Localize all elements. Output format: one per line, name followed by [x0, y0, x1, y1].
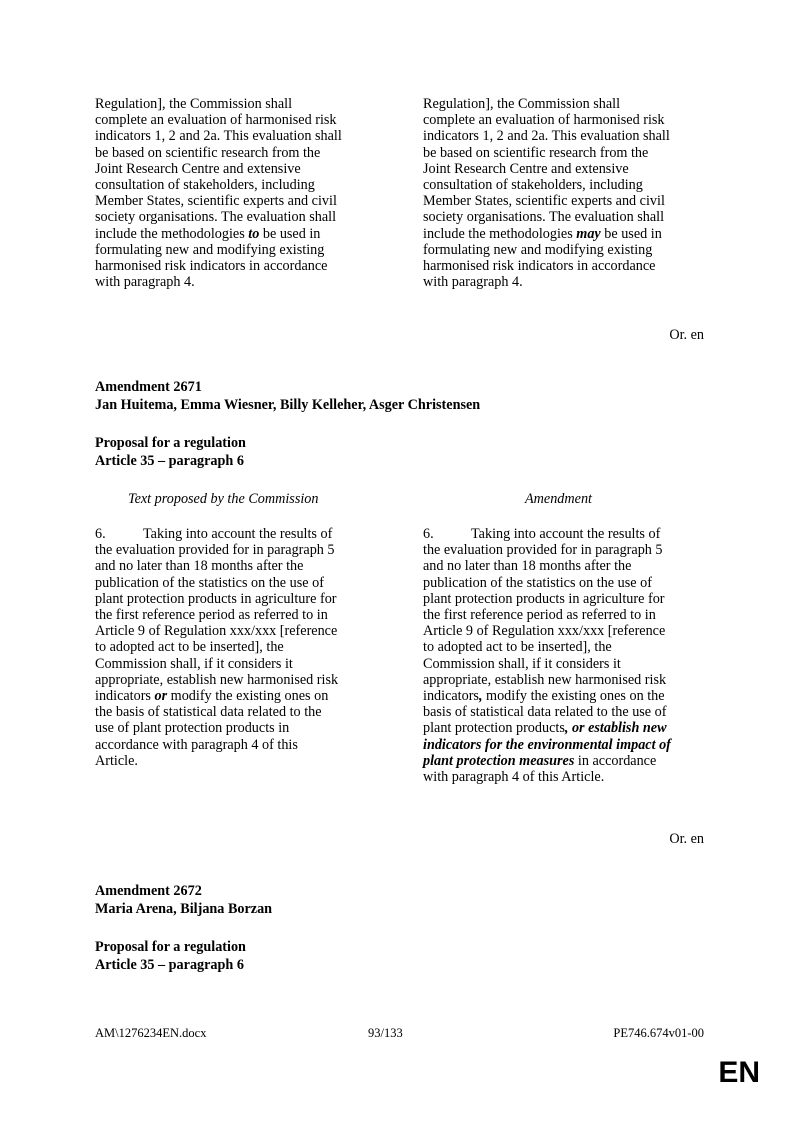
changed-text: indicators for the environmental impact of — [423, 736, 671, 753]
text-line: basis of statistical data related to the use of — [423, 704, 667, 721]
text-line: indicators 1, 2 and 2a. This evaluation shall — [95, 128, 342, 145]
text-line: Commission shall, if it considers it — [95, 655, 293, 672]
text-fragment: plant protection products — [423, 720, 565, 737]
amendment-authors: Jan Huitema, Emma Wiesner, Billy Kelleher, Asger Christensen — [95, 396, 481, 413]
paragraph-number: 6. — [423, 526, 434, 542]
text-line: indicators 1, 2 and 2a. This evaluation shall — [423, 128, 670, 145]
text-line: and no later than 18 months after the — [423, 558, 632, 575]
article-reference: Article 35 – paragraph 6 — [95, 452, 244, 469]
text-line: be based on scientific research from the — [95, 144, 321, 161]
amendment-2672-reference — [95, 939, 246, 974]
original-language-label: Or. en — [669, 327, 704, 343]
text-line: Member States, scientific experts and civil — [95, 193, 337, 210]
text-line: society organisations. The evaluation shall — [95, 209, 337, 226]
text-line: the evaluation provided for in paragraph 5 — [423, 542, 663, 559]
text-line: the evaluation provided for in paragraph 5 — [95, 542, 335, 559]
text-line: complete an evaluation of harmonised risk — [423, 112, 665, 129]
footer-reference: PE746.674v01-00 — [613, 1026, 704, 1040]
text-line: Joint Research Centre and extensive — [423, 160, 629, 177]
text-line: Regulation], the Commission shall — [95, 96, 293, 112]
language-code: EN — [718, 1056, 760, 1089]
text-line: with paragraph 4. — [95, 274, 195, 291]
text-line: formulating new and modifying existing — [423, 241, 653, 258]
text-line: consultation of stakeholders, including — [423, 177, 643, 194]
text-line — [95, 526, 385, 542]
changed-text: to — [248, 225, 260, 242]
proposal-label: Proposal for a regulation — [95, 435, 246, 451]
amendment-2671-reference — [95, 435, 246, 470]
text-line — [423, 737, 713, 753]
amendment-2671-header — [95, 379, 480, 414]
text-fragment: be used in — [600, 225, 662, 242]
text-line: and no later than 18 months after the — [95, 558, 304, 575]
text-line — [423, 526, 713, 542]
article-reference: Article 35 – paragraph 6 — [95, 956, 244, 973]
text-line: the first reference period as referred to in — [95, 607, 328, 624]
text-line — [423, 688, 713, 704]
footer-document-name: AM\1276234EN.docx — [95, 1026, 207, 1040]
changed-text: , or establish new — [564, 720, 667, 737]
amendment-2671-right-column — [423, 526, 713, 785]
changed-text: may — [576, 225, 601, 242]
text-line: Member States, scientific experts and civil — [423, 193, 665, 210]
text-line: with paragraph 4 of this Article. — [423, 769, 605, 786]
text-line: consultation of stakeholders, including — [95, 177, 315, 194]
text-line: plant protection products in agriculture for — [95, 590, 337, 607]
text-fragment: Taking into account the results of — [143, 526, 333, 542]
text-line — [423, 226, 713, 242]
text-line: Article 9 of Regulation xxx/xxx [reference — [423, 623, 666, 640]
text-line: appropriate, establish new harmonised risk — [95, 671, 339, 688]
changed-text: or — [154, 688, 168, 705]
footer-page-number: 93/133 — [368, 1026, 403, 1040]
column-heading-commission: Text proposed by the Commission — [128, 491, 319, 507]
paragraph-number: 6. — [95, 526, 106, 542]
amendment-authors: Maria Arena, Biljana Borzan — [95, 900, 273, 917]
text-fragment: modify the existing ones on the — [482, 688, 665, 705]
original-language-label: Or. en — [669, 831, 704, 847]
text-line: Regulation], the Commission shall — [423, 96, 621, 112]
text-line: publication of the statistics on the use of — [423, 574, 652, 591]
text-line — [423, 720, 713, 736]
text-line: formulating new and modifying existing — [95, 241, 325, 258]
text-line: be based on scientific research from the — [423, 144, 649, 161]
text-line — [95, 688, 385, 704]
text-line: with paragraph 4. — [423, 274, 523, 291]
amendment-title: Amendment 2672 — [95, 883, 202, 899]
text-fragment: be used in — [259, 225, 321, 242]
text-fragment: include the methodologies — [95, 225, 249, 242]
amendment-2671-left-column — [95, 526, 385, 769]
text-line: the basis of statistical data related to the — [95, 704, 322, 721]
column-heading-amendment: Amendment — [525, 491, 592, 507]
text-line: complete an evaluation of harmonised risk — [95, 112, 337, 129]
text-fragment: in accordance — [574, 752, 657, 769]
text-line: use of plant protection products in — [95, 720, 290, 737]
text-line: society organisations. The evaluation shall — [423, 209, 665, 226]
text-line: harmonised risk indicators in accordance — [95, 258, 328, 275]
text-line — [423, 753, 713, 769]
text-line: to adopted act to be inserted], the — [95, 639, 284, 656]
proposal-label: Proposal for a regulation — [95, 939, 246, 955]
changed-text: plant protection measures — [423, 752, 575, 769]
text-line: harmonised risk indicators in accordance — [423, 258, 656, 275]
amendment-title: Amendment 2671 — [95, 379, 202, 395]
text-line: Commission shall, if it considers it — [423, 655, 621, 672]
text-fragment: Taking into account the results of — [471, 526, 661, 542]
text-line: publication of the statistics on the use of — [95, 574, 324, 591]
block1-left-column — [95, 96, 385, 290]
text-fragment: include the methodologies — [423, 225, 577, 242]
text-fragment: modify the existing ones on — [167, 688, 329, 705]
text-line: accordance with paragraph 4 of this — [95, 736, 298, 753]
changed-text: , — [478, 688, 483, 705]
block1-right-column — [423, 96, 713, 290]
text-line: plant protection products in agriculture for — [423, 590, 665, 607]
text-line: appropriate, establish new harmonised risk — [423, 671, 667, 688]
text-line: Joint Research Centre and extensive — [95, 160, 301, 177]
text-line: Article 9 of Regulation xxx/xxx [reference — [95, 623, 338, 640]
text-line: the first reference period as referred to in — [423, 607, 656, 624]
text-fragment: indicators — [95, 688, 155, 705]
amendment-2672-header — [95, 883, 272, 918]
text-line: Article. — [95, 752, 138, 769]
text-line: to adopted act to be inserted], the — [423, 639, 612, 656]
text-line — [95, 226, 385, 242]
text-fragment: indicators — [423, 688, 479, 705]
